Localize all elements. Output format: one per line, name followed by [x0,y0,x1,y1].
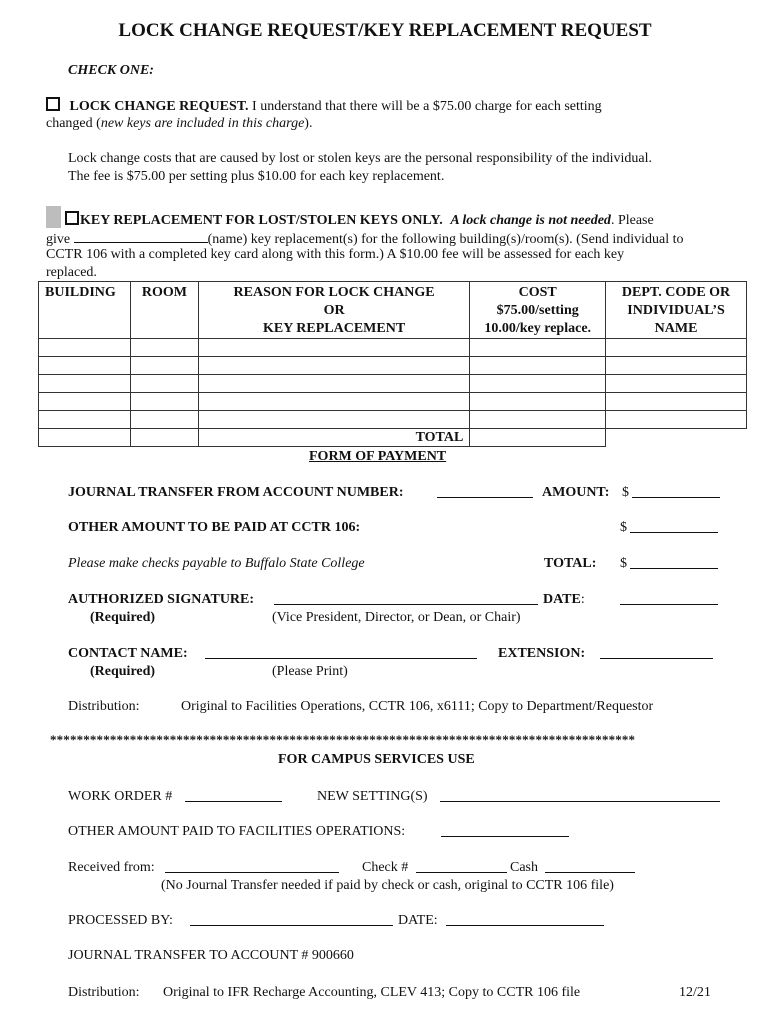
campus-services-heading: FOR CAMPUS SERVICES USE [278,752,475,767]
campus-distribution-label: Distribution: [68,985,140,1000]
key-replacement-heading: KEY REPLACEMENT FOR LOST/STOLEN KEYS ONLY. [80,213,443,228]
revision-date: 12/21 [679,985,711,1000]
cell[interactable] [470,357,606,375]
lock-change-text-2c: ). [304,116,313,131]
processed-date-field[interactable] [446,913,604,926]
key-replacement-end: . Please [610,213,654,228]
cell[interactable] [606,339,747,357]
key-replacement-text-2: (name) key replacement(s) for the following building(s)/room(s). (Send individual to [207,232,684,247]
cell[interactable] [198,411,469,429]
amount-label: AMOUNT: [542,485,610,500]
col-cost-1: COST [518,285,557,300]
auth-hint: (Vice President, Director, or Dean, or Chair) [272,610,521,625]
cell[interactable] [39,393,131,411]
cell[interactable] [470,339,606,357]
lock-change-note-1: Lock change costs that are caused by lost or stolen keys are the personal responsibility of the individual. [68,151,652,166]
contact-name-field[interactable] [205,646,477,659]
col-reason-3: KEY REPLACEMENT [262,321,406,336]
cell[interactable] [606,375,747,393]
key-replacement-checkbox[interactable] [65,211,79,225]
separator-line: **************************************************************************************** [50,732,636,747]
lock-change-text-2b: new keys are included in this charge [100,116,305,131]
auth-date-colon: : [580,592,585,607]
auth-date [543,592,585,609]
cell [130,429,198,447]
distribution-text: Original to Facilities Operations, CCTR 106, x6111; Copy to Department/Requestor [181,699,654,714]
lock-change-line [46,97,602,116]
extension-label: EXTENSION: [498,646,586,661]
col-cost-2: $75.00/setting [496,303,579,318]
check-one-label: CHECK ONE: [68,63,154,78]
lock-change-text: I understand that there will be a $75.00 charge for each setting [252,99,602,114]
key-replacement-highlight [46,206,61,228]
table-row [39,393,747,411]
request-table [38,281,747,447]
col-dept-3: NAME [654,321,698,336]
cell[interactable] [130,375,198,393]
contact-required: (Required) [90,664,156,679]
cell[interactable] [198,357,469,375]
auth-date-label: DATE [543,592,581,607]
other-paid-label: OTHER AMOUNT PAID TO FACILITIES OPERATIONS: [68,824,406,839]
auth-date-field[interactable] [620,592,718,605]
table-total-row [39,429,747,447]
total-field[interactable] [630,556,718,569]
total-cell[interactable] [470,429,606,447]
checks-note: Please make checks payable to Buffalo State College [68,556,365,571]
table-row [39,375,747,393]
cell[interactable] [198,339,469,357]
key-replacement-line [65,211,654,230]
table-row [39,339,747,357]
cash-field[interactable] [545,860,635,873]
contact-name-label: CONTACT NAME: [68,646,188,661]
cell[interactable] [130,411,198,429]
check-number-field[interactable] [416,860,507,873]
cell[interactable] [130,393,198,411]
other-dollar: $ [620,520,627,535]
journal-transfer-label: JOURNAL TRANSFER FROM ACCOUNT NUMBER: [68,485,404,500]
cell[interactable] [198,393,469,411]
cell[interactable] [470,375,606,393]
cell[interactable] [39,357,131,375]
cash-label: Cash [510,860,538,875]
col-dept [606,282,747,339]
auth-required: (Required) [90,610,156,625]
processed-date-label: DATE: [398,913,438,928]
cell [39,429,131,447]
col-cost-3: 10.00/key replace. [484,321,592,336]
cell[interactable] [470,411,606,429]
processed-by-field[interactable] [190,913,393,926]
work-order-field[interactable] [185,789,282,802]
form-of-payment-heading: FORM OF PAYMENT [309,449,447,464]
lock-change-note-2: The fee is $75.00 per setting plus $10.00 for each key replacement. [68,169,445,184]
cell[interactable] [130,339,198,357]
other-amount-label: OTHER AMOUNT TO BE PAID AT CCTR 106: [68,520,361,535]
amount-field[interactable] [632,485,720,498]
received-from-label: Received from: [68,860,155,875]
work-order-label: WORK ORDER # [68,789,173,804]
give-label: give [46,232,71,247]
key-replacement-line-3: CCTR 106 with a completed key card along with this form.) A $10.00 fee will be assessed for each key [46,247,625,262]
cell[interactable] [470,393,606,411]
cell[interactable] [606,393,747,411]
lock-change-text-2a: changed ( [46,116,101,131]
cell[interactable] [606,411,747,429]
other-paid-field[interactable] [441,824,569,837]
col-building: BUILDING [39,282,131,339]
key-replacement-italic: A lock change is not needed [450,213,611,228]
page-title: LOCK CHANGE REQUEST/KEY REPLACEMENT REQUEST [118,20,652,41]
contact-hint: (Please Print) [272,664,348,679]
cell[interactable] [39,375,131,393]
journal-to-account: JOURNAL TRANSFER TO ACCOUNT # 900660 [68,948,354,963]
received-from-field[interactable] [165,860,339,873]
table-row [39,411,747,429]
cell[interactable] [39,339,131,357]
cell[interactable] [130,357,198,375]
account-number-field[interactable] [437,485,533,498]
amount-dollar: $ [622,485,629,500]
new-settings-label: NEW SETTING(S) [317,789,428,804]
cell[interactable] [606,357,747,375]
col-reason-2: OR [323,303,345,318]
key-replacement-line-2 [46,230,684,249]
col-cost [470,282,606,339]
other-amount-field[interactable] [630,520,718,533]
empty-cell [606,429,747,447]
total-label: TOTAL [198,429,469,447]
col-room: ROOM [130,282,198,339]
received-note: (No Journal Transfer needed if paid by check or cash, original to CCTR 106 file) [161,878,614,893]
signature-field[interactable] [274,592,538,605]
total-label: TOTAL: [544,556,597,571]
total-dollar: $ [620,556,627,571]
name-field[interactable] [74,230,208,243]
cell[interactable] [198,375,469,393]
col-dept-2: INDIVIDUAL’S [627,303,725,318]
new-settings-field[interactable] [440,789,720,802]
processed-by-label: PROCESSED BY: [68,913,173,928]
extension-field[interactable] [600,646,713,659]
distribution-label: Distribution: [68,699,140,714]
col-reason [198,282,469,339]
key-replacement-line-4: replaced. [46,265,97,280]
lock-change-checkbox[interactable] [46,97,60,111]
lock-change-line-2 [46,116,312,133]
cell[interactable] [39,411,131,429]
table-header-row [39,282,747,339]
col-reason-1: REASON FOR LOCK CHANGE [233,285,435,300]
campus-distribution-text: Original to IFR Recharge Accounting, CLEV 413; Copy to CCTR 106 file [163,985,581,1000]
authorized-signature-label: AUTHORIZED SIGNATURE: [68,592,255,607]
check-number-label: Check # [362,860,409,875]
col-dept-1: DEPT. CODE OR [621,285,731,300]
table-row [39,357,747,375]
lock-change-heading: LOCK CHANGE REQUEST. [69,99,249,114]
